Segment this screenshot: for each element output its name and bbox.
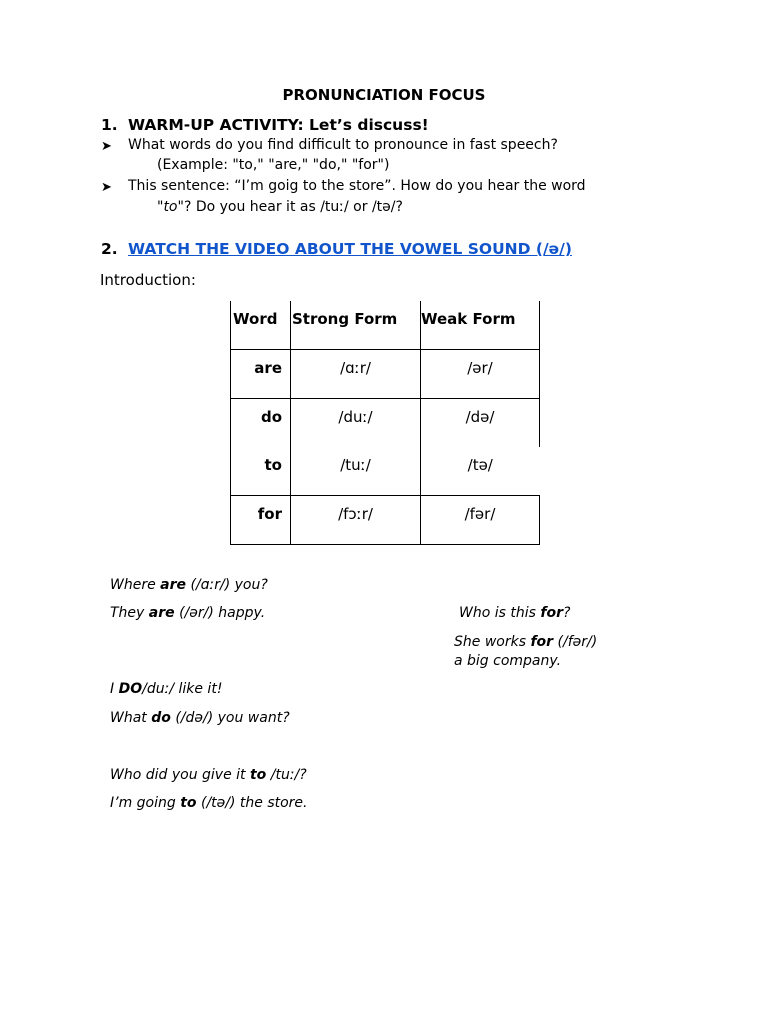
table-row <box>231 350 540 399</box>
header-weak-form: Weak Form <box>421 301 540 350</box>
example-do-strong: I DO/duː/ like it! <box>110 681 223 697</box>
example-are-strong: Where are (/ɑːr/) you? <box>110 577 268 593</box>
bullet2-line2 <box>157 199 403 215</box>
example-for-weak: She works for (/fər/) <box>454 634 598 650</box>
example-for-weak-line2: a big company. <box>454 653 562 669</box>
section1-heading: WARM-UP ACTIVITY: Let’s discuss! <box>128 116 429 134</box>
introduction-label: Introduction: <box>100 271 196 289</box>
bullet-arrow-icon: ➤ <box>101 180 112 195</box>
table-header-row <box>231 301 540 350</box>
bullet2-line1: This sentence: “I’m goig to the store”. How do you hear the word <box>128 178 586 194</box>
cell-strong: /ɑːr/ <box>291 350 421 399</box>
bullet1-line2: (Example: "to," "are," "do," "for") <box>157 157 390 173</box>
cell-word: for <box>231 496 291 545</box>
bullet1-line1: What words do you find difficult to pronounce in fast speech? <box>128 137 558 153</box>
cell-word: are <box>231 350 291 399</box>
table-row <box>231 447 540 496</box>
bullet2-italic-word: "to" <box>157 199 184 215</box>
cell-strong: /duː/ <box>291 399 421 448</box>
forms-table <box>230 301 540 545</box>
header-word: Word <box>231 301 291 350</box>
cell-weak: /tə/ <box>421 447 540 496</box>
cell-weak: /də/ <box>421 399 540 448</box>
page-title: PRONUNCIATION FOCUS <box>282 86 486 104</box>
example-for-strong: Who is this for? <box>459 605 571 621</box>
example-to-weak: I’m going to (/tə/) the store. <box>110 795 308 811</box>
table-row <box>231 399 540 448</box>
example-are-weak: They are (/ər/) happy. <box>110 605 266 621</box>
cell-strong: /fɔːr/ <box>291 496 421 545</box>
cell-weak: /ər/ <box>421 350 540 399</box>
bullet2-rest: ? Do you hear it as /tuː/ or /tə/? <box>183 199 403 215</box>
header-strong-form: Strong Form <box>291 301 421 350</box>
cell-word: do <box>231 399 291 448</box>
table-row <box>231 496 540 545</box>
watch-video-link[interactable]: WATCH THE VIDEO ABOUT THE VOWEL SOUND (/ə/) <box>128 240 572 258</box>
example-do-weak: What do (/də/) you want? <box>110 710 290 726</box>
section2-number: 2. <box>101 240 118 258</box>
cell-word: to <box>231 447 291 496</box>
cell-strong: /tuː/ <box>291 447 421 496</box>
example-to-strong: Who did you give it to /tuː/? <box>110 767 307 783</box>
bullet-arrow-icon: ➤ <box>101 139 112 154</box>
cell-weak: /fər/ <box>421 496 540 545</box>
section1-number: 1. <box>101 116 118 134</box>
